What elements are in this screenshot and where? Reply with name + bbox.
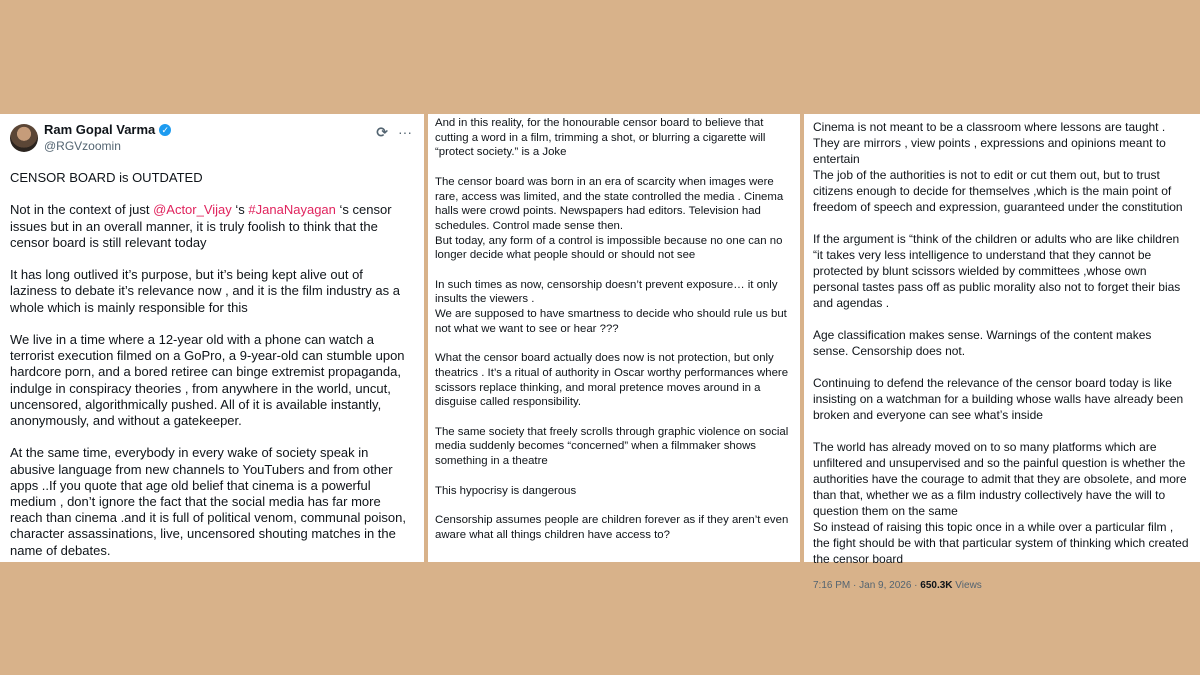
more-icon[interactable]: ···: [398, 124, 412, 140]
text-span: We are supposed to have smartness to decide who should rule us but not what we want to see or hear ???: [435, 308, 787, 335]
tweet-body: [435, 116, 790, 542]
text-span: The censor board was born in an era of scarcity when images were rare, access was limited, and the state controlled the media . Cinema halls were crowd points. Newspapers had editors. Television had schedules. Control made sense then.: [435, 175, 784, 232]
mention-link[interactable]: @Actor_Vijay: [153, 202, 232, 218]
paragraph: What the censor board actually does now is not protection, but only theatrics . It’s a ritual of authority in Oscar worthy performances where scissors replace thinking, and moral pretence moves around in a disguise called responsibility.: [435, 352, 789, 409]
tweet-panel-1: [0, 114, 424, 562]
text-span: ‘s: [231, 202, 249, 218]
author-handle[interactable]: @RGVzoomin: [44, 139, 121, 153]
paragraph: At the same time, everybody in every wake of society speak in abusive language from new channels to YouTubers and from other apps ..If you quote that age old belief that cinema is a powerful medium , don’t ignore the fact that the social media has far more reach than cinema .and it is full of political venom, communal poison, character assassinations, live, uncensored shouting matches in the name of debates.: [10, 445, 406, 558]
paragraph: [813, 119, 1190, 215]
text-span: But today, any form of a control is impossible because no one can no longer decide what people should or should not see: [435, 234, 783, 262]
author-block: [44, 122, 376, 154]
tweet-header: [10, 122, 412, 162]
text-span: ‘s censor issues but in an overall manner, it is truly foolish to think that the censor board is still relevant today: [10, 202, 392, 250]
text-span: The world has already moved on to so many platforms which are unfiltered and unsupervised and so the painful question is whether the authorities have the courage to admit that they are obsolete, and more than that, whether we as a film industry collectively have the will to question them on the same: [813, 440, 1187, 518]
tweet-panel-2: [428, 114, 800, 562]
text-span: In such times as now, censorship doesn’t prevent exposure… it only insults the viewers .: [435, 278, 778, 306]
timestamp[interactable]: 7:16 PM · Jan 9, 2026 ·: [813, 580, 921, 591]
tweet-panel-3: [804, 114, 1200, 591]
paragraph: It has long outlived it’s purpose, but it’s being kept alive out of laziness to debate it’s relevance now , and it is the film industry as a whole which is mainly responsible for this: [10, 267, 400, 315]
paragraph: Censorship assumes people are children forever as if they aren’t even aware what all things children have access to?: [435, 513, 789, 541]
author-name[interactable]: Ram Gopal Varma: [44, 122, 156, 137]
text-span: Not in the context of just: [10, 202, 154, 218]
paragraph: [813, 439, 1190, 567]
paragraph: The same society that freely scrolls through graphic violence on social media suddenly becomes “concerned” when a filmmaker shows something in a theatre: [435, 425, 789, 468]
paragraph: [435, 278, 790, 337]
verified-badge-icon: ✓: [159, 124, 171, 136]
paragraph: [435, 175, 790, 263]
paragraph: [10, 202, 412, 251]
paragraph: This hypocrisy is dangerous: [435, 484, 577, 497]
grok-icon[interactable]: ⟳: [376, 124, 388, 140]
text-span: Cinema is not meant to be a classroom where lessons are taught . They are mirrors , view points , expressions and opinions meant to entertain: [813, 120, 1166, 166]
author-name-row[interactable]: [44, 122, 376, 138]
paragraph: We live in a time where a 12-year old with a phone can watch a terrorist execution filmed on a GoPro, a 9-year-old can stumble upon hardcore porn, and a bored retiree can binge extremist propaganda, indulge in conspiracy theories , from anywhere in the world, uncut, uncensored, algorithmically pushed. All of it is available instantly, anonymously, and without a gatekeeper.: [10, 331, 405, 428]
header-actions: [376, 124, 412, 141]
paragraph: And in this reality, for the honourable censor board to believe that cutting a word in a film, trimming a shot, or blurring a cigarette will “protect society.” is a Joke: [435, 117, 766, 159]
text-span: So instead of raising this topic once in a while over a particular film , the fight should be with that particular system of thinking which created the censor board: [813, 520, 1189, 566]
tweet-body: [10, 170, 412, 559]
tweet-meta: [813, 579, 1190, 593]
avatar[interactable]: [10, 124, 38, 152]
tweet-title: CENSOR BOARD is OUTDATED: [10, 170, 203, 185]
hashtag-link[interactable]: #JanaNayagan: [248, 202, 336, 218]
paragraph: Age classification makes sense. Warnings of the content makes sense. Censorship does not.: [813, 328, 1152, 358]
text-span: The job of the authorities is not to edit or cut them out, but to trust citizens enough to decide for themselves ,which is the main point of freedom of speech and expression, guaranteed under the constitution: [813, 168, 1183, 214]
views-label: Views: [952, 580, 982, 591]
tweet-body: [813, 119, 1190, 567]
paragraph: Continuing to defend the relevance of the censor board today is like insisting on a watchman for a building whose walls have already been broken and everyone can see what’s inside: [813, 376, 1184, 422]
view-count[interactable]: 650.3K: [920, 580, 953, 591]
paragraph: If the argument is “think of the children or adults who are like children “it takes very less intelligence to understand that they cannot be protected by blunt scissors wielded by committees ,whose own personal tastes pass off as public morality also not to forget their bias and agendas .: [813, 232, 1181, 310]
